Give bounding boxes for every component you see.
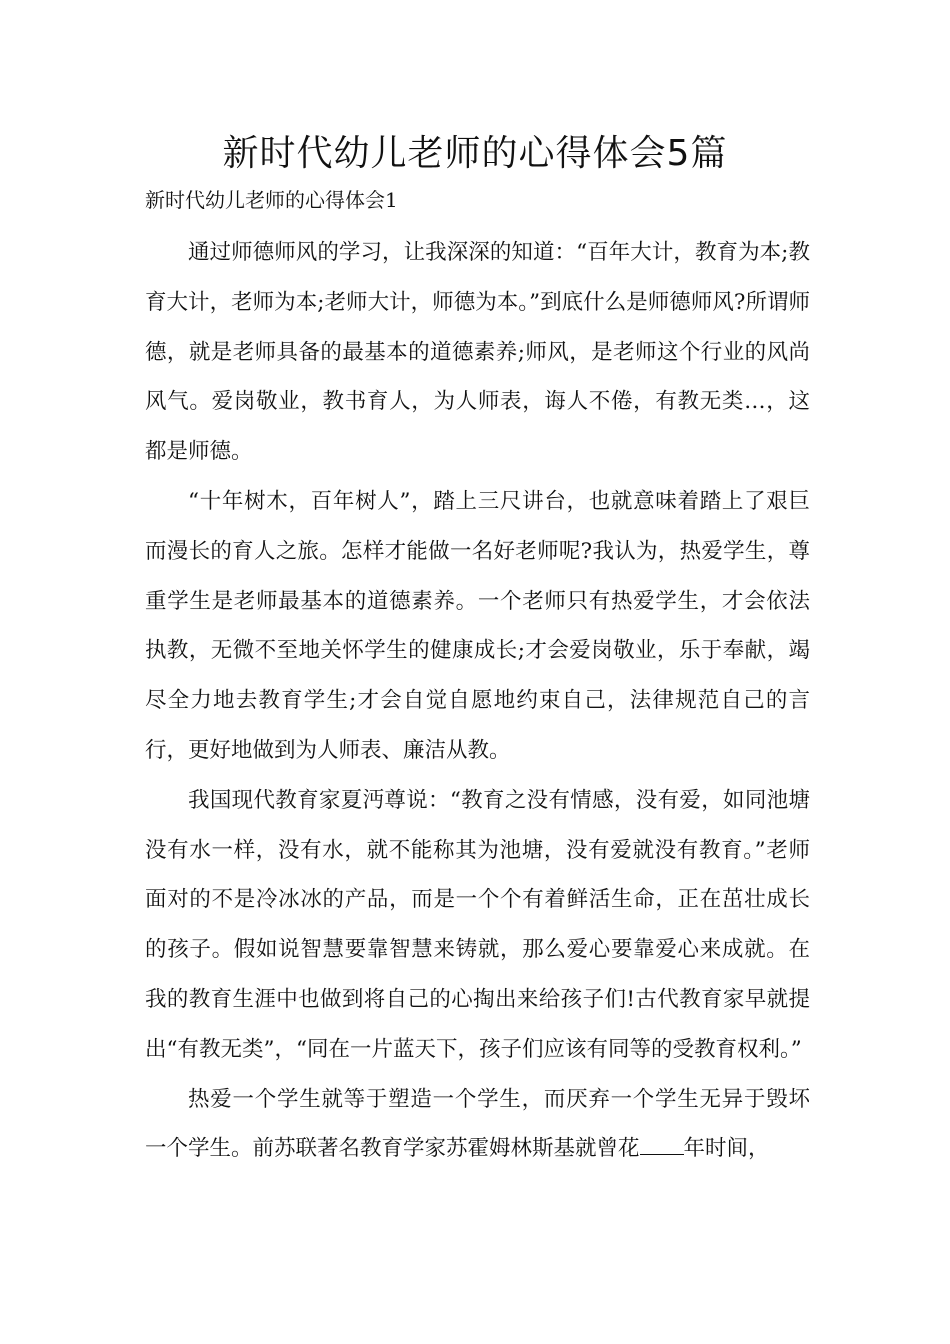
paragraph-4	[145, 1075, 810, 1175]
document-title: 新时代幼儿老师的心得体会5篇	[222, 133, 728, 174]
document-body	[145, 228, 810, 1174]
paragraph-4-text-start: 热爱一个学生就等于塑造一个学生，而厌弃一个学生无异于毁坏一个学生。前苏联著名教育学家苏霍姆林斯基就曾花	[145, 1086, 810, 1162]
paragraph-1: 通过师德师风的学习，让我深深的知道：“百年大计，教育为本;教育大计，老师为本;老师大计，师德为本。”到底什么是师德师风?所谓师德，就是老师具备的最基本的道德素养;师风，是老师这个行业的风尚风气。爱岗敬业，教书育人，为人师表，诲人不倦，有教无类…，这都是师德。	[145, 240, 810, 465]
paragraph-3: 我国现代教育家夏沔尊说：“教育之没有情感，没有爱，如同池塘没有水一样，没有水，就不能称其为池塘，没有爱就没有教育。”老师面对的不是冷冰冰的产品，而是一个个有着鲜活生命，正在茁壮成长的孩子。假如说智慧要靠智慧来铸就，那么爱心要靠爱心来成就。在我的教育生涯中也做到将自己的心掏出来给孩子们!古代教育家早就提出“有教无类”，“同在一片蓝天下，孩子们应该有同等的受教育权利。”	[145, 787, 810, 1062]
fill-in-blank	[640, 1154, 684, 1155]
paragraph-2: “十年树木，百年树人”，踏上三尺讲台，也就意味着踏上了艰巨而漫长的育人之旅。怎样才能做一名好老师呢?我认为，热爱学生，尊重学生是老师最基本的道德素养。一个老师只有热爱学生，才会依法执教，无微不至地关怀学生的健康成长;才会爱岗敬业，乐于奉献，竭尽全力地去教育学生;才会自觉自愿地约束自己，法律规范自己的言行，更好地做到为人师表、廉洁从教。	[145, 488, 810, 763]
paragraph-4-text-end: 年时间，	[683, 1136, 770, 1162]
section-heading: 新时代幼儿老师的心得体会1	[145, 188, 398, 212]
